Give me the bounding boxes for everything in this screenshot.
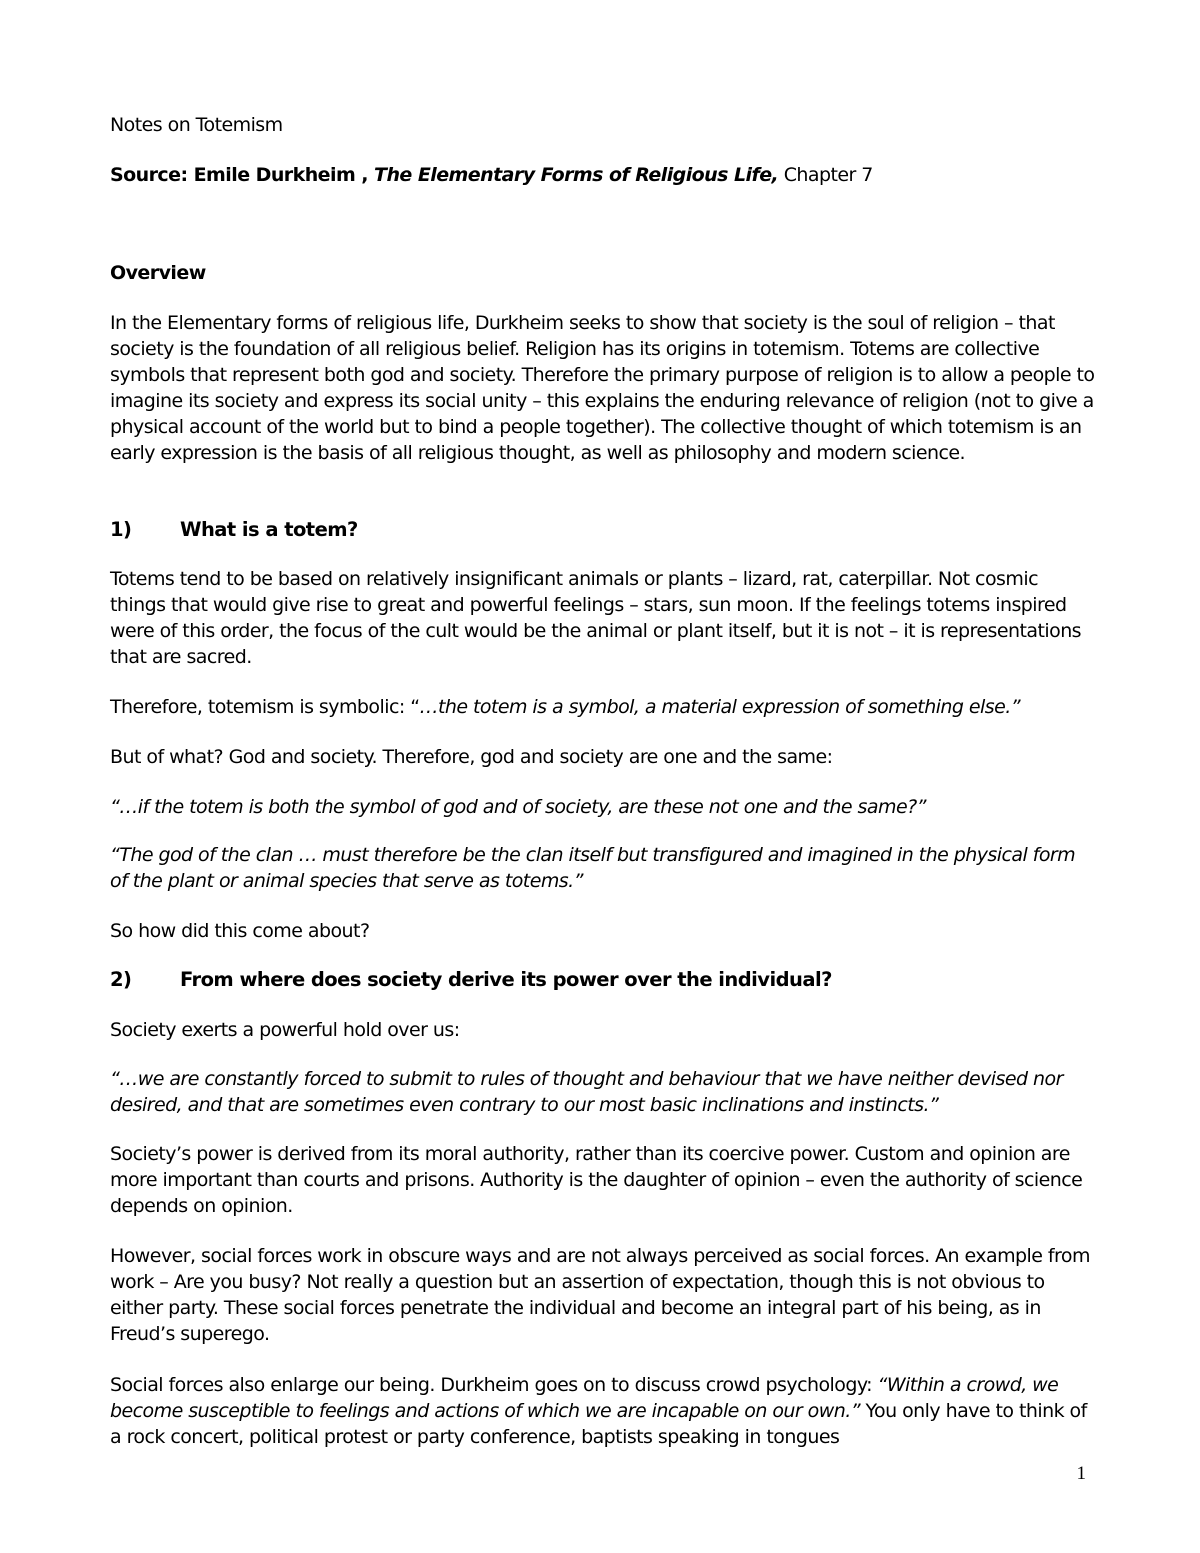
source-book-title: The Elementary Forms of Religious Life, [374, 164, 779, 186]
enlarge-prefix: Social forces also enlarge our being. Durkheim goes on to discuss crowd psychology: [110, 1374, 878, 1396]
quote-god-of-clan: “The god of the clan … must therefore be the clan itself but transfigured and imagined in the physical form of the plant or animal species that serve as totems.” [110, 844, 1076, 892]
overview-heading: Overview [110, 262, 206, 284]
section-2-title: From where does society derive its power over the individual? [180, 968, 832, 991]
symbolic-paragraph [110, 694, 1095, 720]
but-what-paragraph: But of what? God and society. Therefore, god and society are one and the same: [110, 746, 833, 768]
power-paragraph: Society’s power is derived from its moral authority, rather than its coercive power. Custom and opinion are more important than courts and prisons. Authority is the daughter of opinion – even the authority of science depends on opinion. [110, 1143, 1083, 1217]
quote-rules: “…we are constantly forced to submit to rules of thought and behaviour that we have neither devised nor desired, and that are sometimes even contrary to our most basic inclinations and instincts.” [110, 1068, 1063, 1116]
hold-paragraph: Society exerts a powerful hold over us: [110, 1019, 460, 1041]
section-1-title: What is a totem? [180, 518, 358, 541]
enlarge-suffix: You only have to think of a rock concert, political protest or party conference, baptists speaking in tongues [110, 1400, 1087, 1448]
section-1-heading [110, 517, 1095, 543]
section-2-heading [110, 967, 1095, 993]
page-number: 1 [1076, 1463, 1086, 1484]
source-line [110, 162, 1095, 188]
symbolic-quote: …the totem is a symbol, a material expression of something else.” [419, 696, 1021, 718]
source-chapter: Chapter 7 [778, 164, 873, 186]
however-paragraph: However, social forces work in obscure ways and are not always perceived as social forces. An example from work – Are you busy? Not really a question but an assertion of expectation, though this is not obvious to either party. These social forces penetrate the individual and become an integral part of his being, as in Freud’s superego. [110, 1245, 1090, 1345]
so-how-paragraph: So how did this come about? [110, 920, 370, 942]
source-prefix: Source: Emile Durkheim , [110, 164, 375, 186]
quote-god-society: “…if the totem is both the symbol of god and of society, are these not one and the same?” [110, 796, 926, 818]
symbolic-prefix: Therefore, totemism is symbolic: “ [110, 696, 420, 718]
section-1-number: 1) [110, 518, 132, 541]
section-2-number: 2) [110, 968, 132, 991]
overview-paragraph: In the Elementary forms of religious life, Durkheim seeks to show that society is the soul of religion – that society is the foundation of all religious belief. Religion has its origins in totemism. Totems are collective symbols that represent both god and society. Therefore the primary purpose of religion is to allow a people to imagine its society and express its social unity – this explains the enduring relevance of religion (not to give a physical account of the world but to bind a people together). The collective thought of which totemism is an early expression is the basis of all religious thought, as well as philosophy and modern science. [110, 312, 1095, 464]
document-title: Notes on Totemism [110, 114, 283, 136]
enlarge-paragraph [110, 1372, 1095, 1450]
totems-paragraph: Totems tend to be based on relatively insignificant animals or plants – lizard, rat, caterpillar. Not cosmic things that would give rise to great and powerful feelings – stars, sun moon. If the feelings totems inspired were of this order, the focus of the cult would be the animal or plant itself, but it is not – it is representations that are sacred. [110, 568, 1082, 668]
enlarge-quote: “Within a crowd, we become susceptible to feelings and actions of which we are incapable on our own.” [110, 1374, 1059, 1422]
